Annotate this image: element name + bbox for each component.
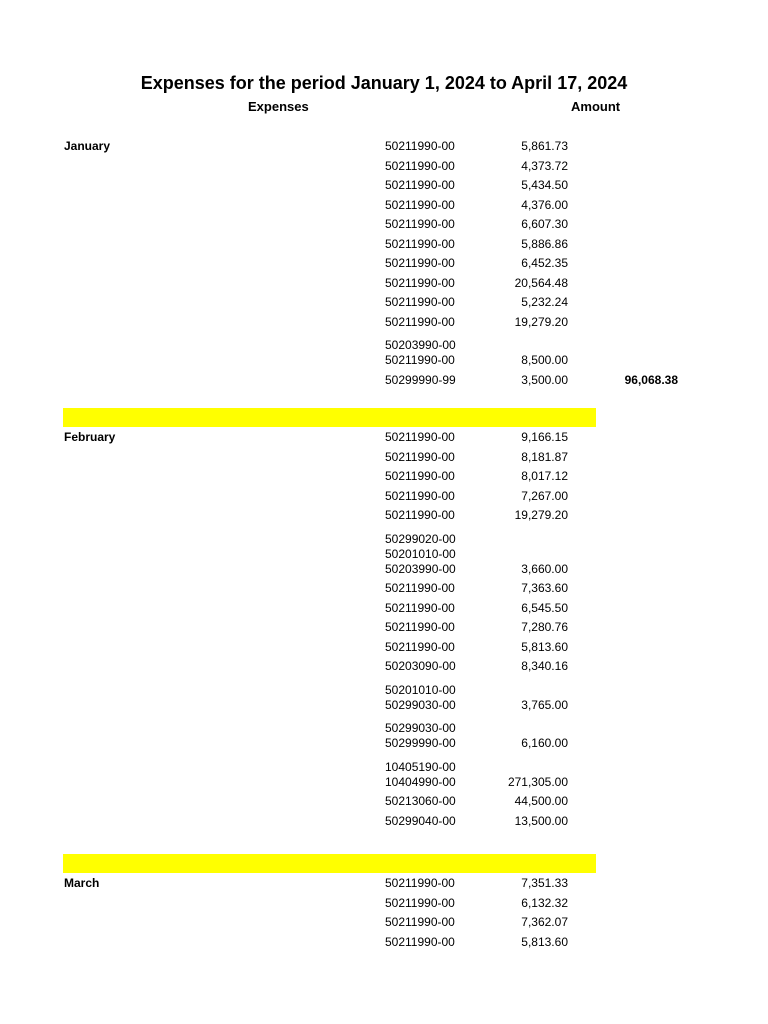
month-label: February <box>64 430 116 444</box>
amount-value: 6,545.50 <box>521 600 568 615</box>
account-code: 50299030-00 <box>385 697 456 712</box>
amount-value: 271,305.00 <box>507 774 568 789</box>
account-code: 50211990-00 <box>385 139 455 153</box>
expense-row <box>0 813 768 829</box>
amount-value: 5,861.73 <box>521 139 568 153</box>
expense-row <box>0 255 768 271</box>
account-code: 50211990-00 <box>385 275 455 290</box>
amount-value: 9,166.15 <box>521 430 568 444</box>
account-code: 50211990-00 <box>385 508 455 522</box>
account-code: 50299020-00 <box>385 531 456 546</box>
amount-value: 19,279.20 <box>514 314 568 329</box>
account-code: 50201010-00 <box>385 546 456 561</box>
expense-row <box>0 236 768 252</box>
expense-row <box>0 531 768 577</box>
expense-row <box>0 619 768 635</box>
expense-row <box>0 158 768 174</box>
account-code: 50211990-00 <box>385 178 455 192</box>
expense-row <box>0 934 768 950</box>
account-code: 50203990-00 <box>385 561 456 576</box>
page-title: Expenses for the period January 1, 2024 to April 17, 2024 <box>140 73 628 93</box>
account-code: 50211990-00 <box>385 158 455 173</box>
expense-row <box>0 895 768 911</box>
amount-value: 6,160.00 <box>521 736 568 750</box>
expense-row <box>0 314 768 330</box>
amount-value: 20,564.48 <box>514 275 568 290</box>
expense-row <box>0 914 768 930</box>
expense-row <box>0 507 768 523</box>
expense-row <box>0 275 768 291</box>
expense-row <box>0 682 768 713</box>
account-code: 50211990-00 <box>385 217 455 231</box>
amount-value: 13,500.00 <box>514 813 568 828</box>
expense-row <box>0 600 768 616</box>
amount-value: 8,181.87 <box>521 449 568 464</box>
expense-row <box>0 372 768 388</box>
amount-value: 7,280.76 <box>521 620 568 634</box>
amount-column-header: Amount <box>571 99 621 114</box>
amount-value: 8,500.00 <box>521 353 568 367</box>
expense-row <box>0 759 768 790</box>
amount-value: 7,351.33 <box>521 876 568 890</box>
account-code: 50299990-99 <box>385 372 456 387</box>
amount-value: 3,765.00 <box>521 697 568 712</box>
account-code: 50211990-00 <box>385 197 455 212</box>
account-code: 50211990-00 <box>385 449 455 464</box>
amount-value: 7,363.60 <box>521 581 568 595</box>
expense-row <box>0 468 768 484</box>
account-code: 50211990-00 <box>385 256 455 270</box>
account-code: 50211990-00 <box>385 934 455 949</box>
month-label: January <box>64 139 111 153</box>
account-code: 50211990-00 <box>385 430 455 444</box>
expense-row <box>0 449 768 465</box>
amount-value: 7,362.07 <box>521 915 568 929</box>
expense-row <box>0 197 768 213</box>
account-code: 50211990-00 <box>385 620 455 634</box>
amount-value: 5,813.60 <box>521 934 568 949</box>
account-code: 50299990-00 <box>385 736 456 750</box>
expense-row <box>0 294 768 310</box>
account-code: 50211990-00 <box>385 353 455 367</box>
amount-value: 8,340.16 <box>521 659 568 673</box>
amount-value: 5,434.50 <box>521 178 568 192</box>
account-code: 50299030-00 <box>385 721 456 735</box>
month-total: 96,068.38 <box>624 372 678 387</box>
account-code: 50211990-00 <box>385 876 455 890</box>
amount-value: 6,452.35 <box>521 256 568 270</box>
expense-row <box>0 639 768 655</box>
expenses-column-header: Expenses <box>248 99 309 114</box>
account-code: 50211990-00 <box>385 469 455 483</box>
expense-row <box>0 177 768 193</box>
amount-value: 4,376.00 <box>521 197 568 212</box>
account-code: 50211990-00 <box>385 915 455 929</box>
amount-value: 3,500.00 <box>521 372 568 387</box>
account-code: 50211990-00 <box>385 639 455 654</box>
account-code: 50211990-00 <box>385 895 455 910</box>
expense-row <box>0 488 768 504</box>
account-code: 10404990-00 <box>385 774 456 789</box>
amount-value: 19,279.20 <box>514 508 568 522</box>
amount-value: 6,607.30 <box>521 217 568 231</box>
expense-row <box>0 429 768 445</box>
expense-row <box>0 138 768 154</box>
expense-row <box>0 720 768 751</box>
account-code: 50211990-00 <box>385 600 455 615</box>
account-code: 10405190-00 <box>385 759 456 774</box>
account-code: 50211990-00 <box>385 314 455 329</box>
month-separator-band <box>63 854 596 873</box>
month-separator-band <box>63 408 596 427</box>
account-code: 50211990-00 <box>385 488 455 503</box>
expense-row <box>0 337 768 368</box>
amount-value: 5,813.60 <box>521 639 568 654</box>
amount-value: 4,373.72 <box>521 158 568 173</box>
amount-value: 5,232.24 <box>521 295 568 309</box>
amount-value: 3,660.00 <box>521 561 568 576</box>
month-label: March <box>64 876 100 890</box>
account-code: 50211990-00 <box>385 295 455 309</box>
expense-row <box>0 216 768 232</box>
amount-value: 44,500.00 <box>514 794 568 808</box>
amount-value: 6,132.32 <box>521 895 568 910</box>
amount-value: 5,886.86 <box>521 236 568 251</box>
expense-row <box>0 793 768 809</box>
account-code: 50203990-00 <box>385 338 456 352</box>
expense-row <box>0 875 768 891</box>
amount-value: 8,017.12 <box>521 469 568 483</box>
expense-row <box>0 580 768 596</box>
account-code: 50203090-00 <box>385 659 456 673</box>
account-code: 50201010-00 <box>385 682 456 697</box>
account-code: 50211990-00 <box>385 581 455 595</box>
account-code: 50299040-00 <box>385 813 456 828</box>
amount-value: 7,267.00 <box>521 488 568 503</box>
expense-row <box>0 658 768 674</box>
account-code: 50211990-00 <box>385 236 455 251</box>
account-code: 50213060-00 <box>385 794 456 808</box>
